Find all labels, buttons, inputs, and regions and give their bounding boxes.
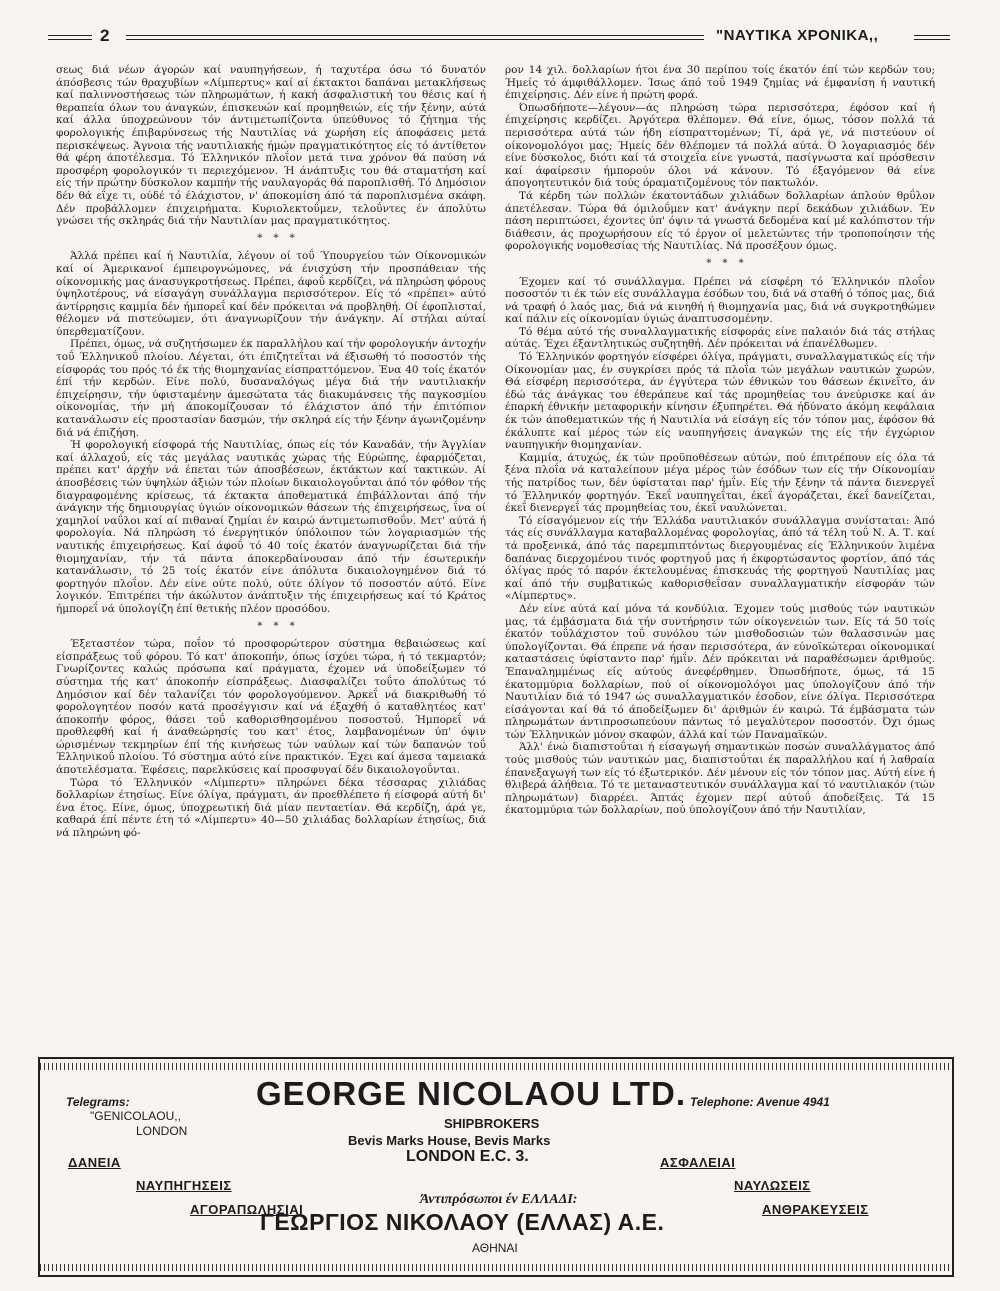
article-paragraph: ρον 14 χιλ. δολλαρίων ήτοι ένα 30 περίπου τοίς έκατόν έπί τών κερδών του; Ήμείς τό άμφιθάλλομεν. Ίσως άπό τοΰ 1949 ζημίας νά έμφανίση ή ναυτική έπιχείρησις. Δέν είνε ή πρώτη φορά. [505,64,935,102]
article-paragraph: Τά κέρδη τών πολλών έκατοντάδων χιλιάδων δολλαρίων άπλούν θρΰλον άπετέλεσαν. Τώρα θά όμιλοΰμεν κατ' άνάγκην περί δεκάδων χιλιάδων. Έν πάση περιπτώσει, έχοντες ύπ' όψιν τά γνωστά δεδομένα καί μέ καλόπιστον τήν διάθεσιν, άς προχωρήσουν είς τό έργον οί μελετώντες τήν τροποποίησιν τής φορολογικής νομοθεσίας τής Ναυτιλίας. Νά προσέξουν όμως. [505,189,935,253]
ad-greek-company: ΓΕΩΡΓΙΟΣ ΝΙΚΟΛΑΟΥ (ΕΛΛΑΣ) Α.Ε. [260,1209,665,1235]
section-divider: * * * [257,232,299,244]
ad-telegrams-city: LONDON [136,1124,188,1138]
ad-city: LONDON E.C. 3. [406,1148,529,1165]
ad-greek-city: ΑΘΗΝΑΙ [472,1241,518,1255]
ad-hatch-border-top [40,1063,952,1070]
page-number: 2 [100,26,110,45]
article-paragraph: σεως διά νέων άγορών καί ναυπηγήσεων, ή ταχυτέρα όσω τό δυνατόν άπόσβεσις τών θραχυβίων «Λίμπερτυς» καί αί έκτακτοι δαπάναι μετακλήσεως καί παλιννοστήσεως τών πληρωμάτων, ή κακή άσφαλιστική του θέσις καί ή θεραπεία όλων του άναγκών, έπισκευών καί προμηθειών, είς τήν ξένην, αύτά καί άλλα ύποχρεώνουν τόν άντιμετωπίζοντα ύπεύθυνος τό ζήτημα τής φορολογικής έπιβαρύνσεως τής Ναυτιλίας νά χωρήση είς άποφάσεις μετά περισκέψεως. Άγνοια τής ναυτιλιακής ήμών πραγματικότητος είς τό άντίθετον θά φέρη άποτέλεσμα. Τό Έλληνικόν πλοΐον μετά τινα χρόνον θά παύση νά προσφέρη φορολογικόν τι περιεχόμενον. Ή άνάπτυξις του θά σταματήση καί είς τήν πρώτην δύσκολον καμπήν τής ναυλαγοράς θά παροπλισθή. Τό Δημόσιον δέν θά εΐχε τι, ούδέ τό έλάχιστον, ν' άποκομίση άπό τά παροπλισμένα σκάφη. Δέν προβάλλομεν έπιχειρήματα. Κυριολεκτοΰμεν, τελοΰντες έν άπολύτω γνώσει τής σκληράς διά τήν Ναυτιλίαν μας πραγματικότητος. [56,64,486,228]
advertisement-george-nicolaou [38,1057,954,1277]
article-paragraph: Καμμία, άτυχώς, έκ τών προϋποθέσεων αύτών, πού έπιτρέπουν είς όλα τά ξένα πλοΐα νά καταλείπουν μέγα μέρος τών έσόδων των είς τήν Οίκονομίαν τής πατρίδος των, δέν ύφίσταται παρ' ήμΐν. Είς τήν ξένην τά πάντα διενεργεΐ τό Έλληνικόν φορτηγόν. Έκεΐ ναυπηγεΐται, έκεΐ άγοράζεται, έκεΐ δανείζεται, έκεΐ διενεργεΐ τάς προμηθείας του, έκεΐ ναυλώνεται. [505,451,935,515]
ad-company-name: GEORGE NICOLAOU LTD. [256,1075,687,1112]
page-header [48,26,950,50]
section-divider: * * * [706,257,748,269]
ad-telegrams-label: Telegrams: [66,1095,130,1109]
article-column-right [505,64,935,1049]
ad-telegrams-value: "GENICOLAOU,, [90,1109,181,1123]
article-column-left [56,64,486,1049]
header-rule-middle [126,35,704,40]
article-paragraph: Όπωσδήποτε—λέγουν—άς πληρώση τώρα περισσότερα, έφόσον καί ή έπιχείρησις κερδίζει. Άργότερα θλέπομεν. Θά είνε, όμως, τόσον πολλά τά περισσότερα αύτά τών ήδη είσπραττομένων; Τί, άρά γε, νά πιστεύουν οί οίκονομολόγοι μας; Ήμείς δέν θλέπομεν τά πολλά αύτά. Ό λογαριασμός δέν είνε δύσκολος, διότι καί τά στοιχεΐα είνε γνωστά, πασίγνωστα καί πρόσθεσιν καί άφαίρεσιν ήμπορούν όλοι νά κάνουν. Τό έξαγόμενον θά είνε άπογοητευτικόν διά τούς όραματιζομένους τόν πακτωλόν. [505,101,935,190]
header-rule-right [914,35,950,40]
ad-service-shipbuilding: ΝΑΥΠΗΓΗΣΕΙΣ [136,1178,232,1193]
ad-hatch-border-bottom [40,1264,952,1271]
ad-telephone: Telephone: Avenue 4941 [690,1095,830,1109]
article-paragraph: Τό Έλληνικόν φορτηγόν είσφέρει όλίγα, πράγματι, συναλλαγματικώς είς τήν Οίκονομίαν μας, έν συγκρίσει πρός τά πλοΐα τών μεγάλων ναυτικών χωρών. Θά είσφέρη περισσότερα, άν έγγύτερα τών έθνικών του θάσεων έκινεΐτο, άν έδώ τάς άνάγκας του έθεράπευε καί τάς προμηθείας του άνεύρισκε καί άν έπαρκή έθνικήν μεταφορικήν κίνησιν έξυπηρέτει. Θά ήδύνατο άκόμη κεφάλαια έκ τών άποθεματικών τής ή Ναυτιλία νά είσάγη είς τόν τόπον μας, έφόσον θά έκάλυπτε καί μέρος τών είς ναυπηγήσεις άναγκών της είς τήν έγχώριον ναυπηγικήν θιομηχανίαν. [505,351,935,452]
ad-address: Bevis Marks House, Bevis Marks [348,1133,551,1148]
ad-service-loans: ΔΑΝΕΙΑ [68,1155,121,1170]
article-paragraph: Έξεταστέον τώρα, ποΐον τό προσφορώτερον σύστημα θεβαιώσεως καί είσπράξεως τοΰ φόρου. Τό κατ' άποκοπήν, όπως ίσχύει τώρα, ή τό τεκμαρτόν; Γνωρίζοντες καλώς πρόσωπα καί πράγματα, έχομεν νά ύποδείξωμεν τό σύστημα τής κατ' άποκοπήν είσπράξεως. Διασφαλίζει τοΰτο άπολύτως τό Δημόσιον καί δέν ταλανίζει τόν φορολογούμενον. Άρκεΐ νά διακριθωθή τό φορολογητέον ποσόν κατά προσέγγισιν καί νά έξαχθή ό καταθλητέος κατ' άποκοπήν φόρος, θάσει τοΰ καθορισθησομένου ποσοστοΰ. Ήμπορεΐ νά προθλεφθή καί ή άναθεώρησίς του κατ' έτος, λαμβανομένων ύπ' όψιν ώρισμένων τεκμηρίων έπί τής κινήσεως τών ναύλων καί τών δαπανών τοΰ Έλληνικοΰ πλοίου. Τό σύστημα αύτό είνε πρακτικόν. Έχει καί άμεσα ταμειακά άποτελέσματα. Έφέσεις, παρελκύσεις καί προσφυγαί δέν δικαιολογοΰνται. [56,638,486,777]
article-paragraph: Έχομεν καί τό συνάλλαγμα. Πρέπει νά είσφέρη τό Έλληνικόν πλοΐον ποσοστόν τι έκ τών είς συνάλλαγμα έσόδων του, διά νά σταθή ό τόπος μας, διά νά τραφή ό λαός μας, διά νά κινηθή ή θιομηχανία μας, διά νά συγκροτηθώμεν καί πάλιν είς οίκονομίαν ύγιώς άναπτυσσομένην. [505,275,935,326]
article-paragraph: Τό είσαγόμενον είς τήν Έλλάδα ναυτιλιακόν συνάλλαγμα συνίσταται: Άπό τάς είς συνάλλαγμα καταβαλλομένας φορολογίας, άπό τά τέλη τοΰ Ν. Α. Τ. καί τά προξενικά, άπό τάς παρεμπιπτόντως διεργουμένας είς Έλληνικούν λιμένα δαπάνας διερχομένου τινός φορτηγοΰ μας ή έκφορτώσαντος φορτίον, άπό τάς όλίγας πρός τό παρόν έκτελουμένας έπισκευάς τής φορτηγοΰ Ναυτιλίας μας καί άπό τήν συμβατικώς καθορισθεΐσαν συναλλαγματικήν είσφοράν τών «Λίμπερτυς». [505,514,935,603]
article-paragraph: Τό θέμα αύτό τής συναλλαγματικής είσφοράς είνε παλαιόν διά τάς στήλας αύτάς. Έχει έξαντλητικώς συζητηθή. Δέν πρόκειται νά έπανέλθωμεν. [505,325,935,351]
article-paragraph: Ή φορολογική είσφορά τής Ναυτιλίας, όπως είς τόν Καναδάν, τήν Άγγλίαν καί άλλαχοΰ, είς τάς μεγάλας ναυτικάς χώρας τής Εύρώπης, έφαρμόζεται, πρέπει κατ' άρχήν νά έπεται τών άποσβέσεων, έκτάκτων καί τακτικών. Αί άποσβέσεις τών ύψηλών άξιών τών πλοίων δικαιολογοΰνται άπό τόν φόθον τής διαγραφομένης κρίσεως, τά έκτακτα άποθεματικά έπιβάλλονται άπό τήν άνάγκην τής δημιουργίας ύγιών οίκονομικών θάσεων τής έπιχειρήσεως, ΐνα οί χαμηλοί ναΰλοι καί αί πιθαναί ζημίαι έν καιρώ άντιμετωπισθοΰν. Μετ' αύτά ή φορολογία. Νά πληρώση τό ένεργητικόν ύπόλοιπον τών λογαριασμών τής ναυτικής έπιχειρήσεως. Καί άφοΰ τό 40 τοίς έκατόν άναγνωρίζεται διά τήν θιομηχανίαν, τήν τά πάντα άποκερδαίνουσαν άπό τήν έσωτερικήν κατανάλωσιν, τό 25 τοίς έκατόν είνε άπόλυτα δικαιολογημένον διά τό φορτηγόν πλοΐον. Δέν είνε ούτε πολύ, ούτε όλίγον τό ποσοστόν αύτό. Είνε λογικόν. Έπιτρέπει τήν άκώλυτον άνάπτυξιν τής έπιχειρήσεως καί τό Κράτος ήμπορεΐ νά ύπολογίζη έπί θετικής πλέον προσόδου. [56,439,486,615]
article-paragraph: Άλλ' ένώ διαπιστοΰται ή είσαγωγή σημαντικών ποσών συναλλάγματος άπό τούς μισθούς τών ναυτικών μας, διαπιστοΰται έκ παραλλήλου καί ή λαθραία έπανεξαγωγή των είς τό έξωτερικόν. Δέν μένουν είς τόν τόπον μας. Αύτή είνε ή θλιβερά άλήθεια. Τό τε μεταναστευτικόν συνάλλαγμα καί τό ναυτιλιακόν (τών πληρωμάτων) διαρρέει. Άπτάς έχομεν περί αύτοΰ άποδείξεις. Τά 15 έκατομμύρια τών δολλαρίων, πού ύπολογίζουν άπό τήν Ναυτιλίαν, [505,741,935,817]
ad-profession: SHIPBROKERS [444,1116,540,1131]
ad-service-insurance: ΑΣΦΑΛΕΙΑΙ [660,1155,736,1170]
ad-service-chartering: ΝΑΥΛΩΣΕΙΣ [734,1178,811,1193]
article-paragraph: Πρέπει, όμως, νά συζητήσωμεν έκ παραλλήλου καί τήν φορολογικήν άντοχήν τοΰ Έλληνικοΰ πλοίου. Λέγεται, ότι έπιζητεΐται νά έξισωθή τό ποσοστόν τής είσφοράς του πρός τό έκ τής θιομηχανίας είσπραττόμενον. Ένα 40 τοίς έκατόν έπί τήν κερδών. Είνε πολύ, δυσαναλόγως μέγα διά τήν ναυτιλιακήν έπιχείρησιν, τήν ύφισταμένην άμεσώτατα τάς διακυμάνσεις τής παγκοσμίου οίκονομίας, τήν μή άποκομίζουσαν τό έλάχιστον άπό τήν έπιτόπιον κατανάλωσιν είς προστασίαν δασμών, τήν σκληρά είς τήν ξένην άγωνιζομένην διά νά έπιζήση. [56,338,486,439]
publication-title: "ΝΑΥΤΙΚΑ ΧΡΟΝΙΚΑ,, [716,27,879,44]
ad-service-coaling: ΑΝΘΡΑΚΕΥΣΕΙΣ [762,1202,869,1217]
ad-service-sale-purchase: ΑΓΟΡΑΠΩΛΗΣΙΑΙ [190,1202,304,1217]
ad-representatives: Άντιπρόσωποι έν ΕΛΛΑΔΙ: [420,1192,578,1207]
article-paragraph: Άλλά πρέπει καί ή Ναυτιλία, λέγουν οί τοΰ Ύπουργείου τών Οίκονομικών καί οί Άμερικανοί έμπειρογνώμονες, νά ένισχύση τήν προσπάθειαν τής οίκονομικής μας άνασυγκροτήσεως. Πρέπει, άφοΰ κερδίζει, νά πληρώση φόρους ύψηλοτέρους, νά είσαγάγη συνάλλαγμα περισσότερον. Είς τό «πρέπει» αύτό άντίρρησις καμμία δέν ήμπορεΐ καί δέν πρόκειται νά προβληθή. Οί έφοπλισταί, θέλομεν νά πιστεύωμεν, ότι άναγνωρίζουν τήν άνάγκην. Αί στήλαι αύταί ύπερθεματίζουν. [56,250,486,338]
article-paragraph: Δέν είνε αύτά καί μόνα τά κονδύλια. Έχομεν τούς μισθούς τών ναυτικών μας, τά έμβάσματα διά τήν συντήρησιν τών οίκογενειών των. Είς τά 50 τοίς έκατόν τοΰλάχιστον τοΰ συνόλου τών μισθοδοσιών τών θαλασσινών μας ύπολογίζονται. Θά έπρεπε νά ήσαν περισσότερα, άν εύνοϊκώτεραι οίκονομικαί καταστάσεις ύφίσταντο παρ' ήμΐν. Δέν πρόκειται νά παραθέσωμεν άριθμούς. Έπαναλημμένως είς αύτούς άνεφέρθημεν. Όπωσδήποτε, όμως, τά 15 έκατομμύρια δολλαρίων, πού οί οίκονομολόγοι μας ύπολογίζουν άπό τήν Ναυτιλίαν διά τό 1947 ώς συναλλαγματικόν έσοδον, είνε όλίγα. Περισσότερα είσάγονται καί θά τό άποδείξωμεν δι' άριθμών έν καιρώ. Τά έμβάσματα τών πληρωμάτων άντιπροσωπεύουν πάντως τό μεγαλύτερον ποσοστόν. Όχι όμως τών Έλληνικών μόνον σκαφών, άλλά καί τών Παναμαϊκών. [505,602,935,741]
header-rule-left [48,35,92,40]
article-paragraph: Τώρα τό Έλληνικόν «Λίμπερτυ» πληρώνει δέκα τέσσαρας χιλιάδας δολλαρίων έτησίως. Είνε όλίγα, πράγματι, άν προεθλέπετο ή είσφορά αύτή δι' ένα έτος. Είνε, όμως, ύποχρεωτική διά μίαν πενταετίαν. Θά κερδίζη, άρά γε, καθαρά έπί πέντε έτη τό «Λίμπερτυ» 40—50 χιλιάδας δολλαρίων έτησίως, διά νά πληρώνη φό- [56,776,486,840]
section-divider: * * * [257,620,299,632]
